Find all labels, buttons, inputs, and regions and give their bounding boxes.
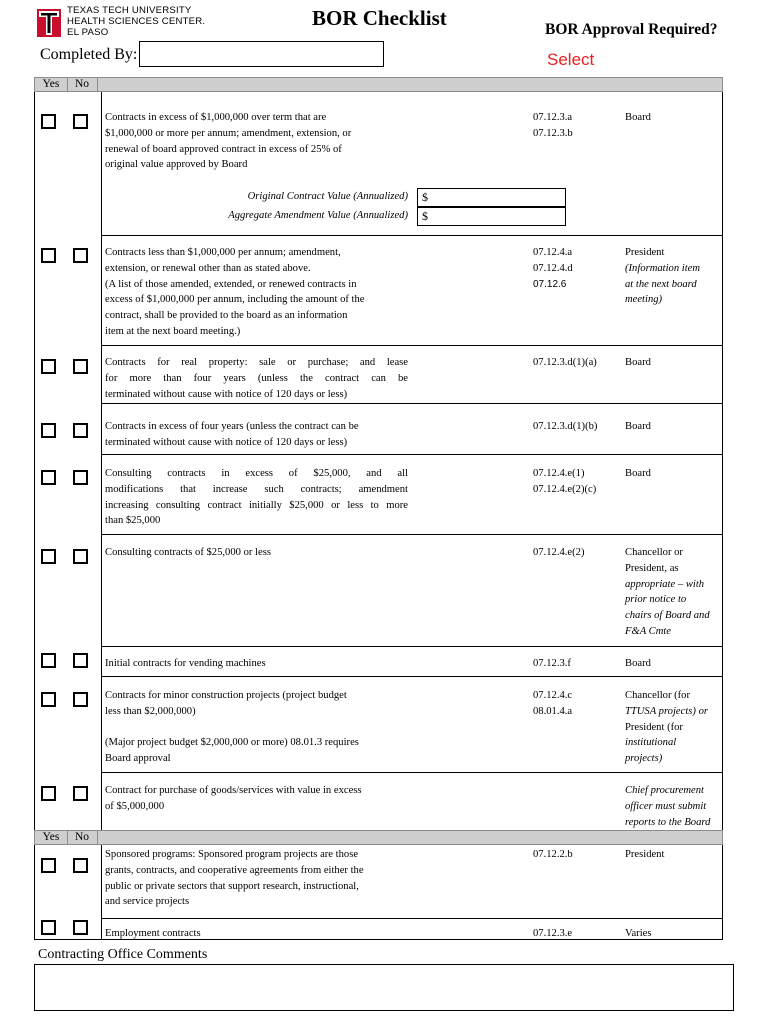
row-description: [105, 355, 408, 402]
contracting-office-comments-label: Contracting Office Comments: [38, 947, 208, 962]
description-line: than $25,000: [105, 515, 161, 527]
aggregate-amendment-value-input[interactable]: $: [417, 207, 566, 226]
description-line: Sponsored programs: Sponsored program projects are those: [105, 849, 359, 860]
yes-column-header: Yes: [35, 831, 68, 844]
completed-by-label: Completed By:: [40, 46, 138, 63]
university-line: TEXAS TECH UNIVERSITY: [67, 5, 192, 16]
row-divider: [101, 918, 723, 919]
approval-line: Chancellor (for: [625, 690, 691, 701]
contracting-office-comments-input[interactable]: [34, 964, 734, 1011]
approval-authority: [625, 656, 725, 672]
description-line: Board approval: [105, 753, 171, 765]
description-line: of $5,000,000: [105, 800, 165, 812]
approval-line: Board: [625, 468, 651, 479]
description-line: modifications that increase such contracts; amendment: [105, 483, 408, 495]
no-checkbox[interactable]: [73, 549, 88, 564]
row-divider: [101, 676, 723, 677]
approval-line: President, as: [625, 562, 679, 574]
approval-line: reports to the Board: [625, 816, 711, 828]
row-divider: [101, 646, 723, 647]
policy-reference: [533, 245, 573, 292]
approval-line: President (for: [625, 721, 683, 733]
description-line: grants, contracts, and cooperative agreements from either the: [105, 864, 364, 876]
description-line: [105, 720, 408, 736]
no-checkbox[interactable]: [73, 692, 88, 707]
description-line: terminated without cause with notice of 120 days or less): [105, 388, 348, 400]
policy-reference: [533, 355, 597, 371]
yes-checkbox[interactable]: [41, 692, 56, 707]
approval-line: (Information item: [625, 262, 701, 274]
approval-authority: [625, 245, 725, 308]
page-title: BOR Checklist: [312, 6, 447, 30]
no-checkbox[interactable]: [73, 786, 88, 801]
no-checkbox[interactable]: [73, 470, 88, 485]
approval-line: F&A Cmte: [625, 625, 672, 637]
no-checkbox[interactable]: [73, 858, 88, 873]
description-line: extension, or renewal other than as stated above.: [105, 262, 311, 274]
description-line: renewal of board approved contract in excess of 25% of: [105, 143, 342, 155]
description-line: Consulting contracts of $25,000 or less: [105, 547, 271, 558]
reference-line: 07.12.4.d: [533, 262, 573, 274]
no-checkbox[interactable]: [73, 423, 88, 438]
reference-line: 07.12.3.f: [533, 658, 571, 669]
row-description: [105, 783, 408, 815]
yes-checkbox[interactable]: [41, 858, 56, 873]
reference-line: 07.12.3.d(1)(b): [533, 421, 598, 432]
reference-line: 07.12.4.e(2)(c): [533, 483, 597, 495]
description-line: Employment contracts: [105, 928, 201, 939]
policy-reference: [533, 419, 597, 435]
description-line: item at the next board meeting.): [105, 325, 241, 337]
no-checkbox[interactable]: [73, 248, 88, 263]
reference-line: 07.12.3.b: [533, 127, 573, 139]
reference-line: 07.12.4.a: [533, 247, 573, 258]
no-column-header: No: [67, 831, 98, 844]
row-description: [105, 466, 408, 529]
approval-line-text: appropriate – with: [625, 578, 705, 590]
row-divider: [101, 235, 723, 236]
column-header-bar: [34, 77, 723, 92]
row-description: [105, 545, 408, 561]
approval-authority: [625, 110, 725, 126]
approval-authority: [625, 926, 725, 942]
approval-line: officer must submit: [625, 800, 707, 812]
yes-checkbox[interactable]: [41, 470, 56, 485]
policy-reference: [533, 656, 571, 672]
policy-reference: [533, 545, 584, 561]
approval-line: Board: [625, 112, 651, 123]
policy-reference: [533, 847, 573, 863]
approval-authority: [625, 545, 725, 640]
description-line: Contracts for real property: sale or purchase; and lease: [105, 357, 408, 368]
policy-reference: [533, 688, 572, 720]
no-column-header: No: [67, 78, 98, 91]
policy-reference: [533, 466, 596, 498]
approval-line: TTUSA projects) or: [625, 705, 708, 717]
approval-line: institutional: [625, 737, 677, 749]
row-divider: [101, 345, 723, 346]
yes-checkbox[interactable]: [41, 423, 56, 438]
row-description: [105, 926, 408, 942]
approval-authority: [625, 466, 725, 482]
approval-authority: [625, 355, 725, 371]
description-line: $1,000,000 or more per annum; amendment, extension, or: [105, 127, 352, 139]
bor-approval-select[interactable]: Select: [547, 50, 595, 69]
university-name: [67, 5, 205, 38]
reference-line: 07.12.3.e: [533, 928, 573, 939]
description-line: less than $2,000,000): [105, 705, 196, 717]
approval-line: prior notice to: [625, 594, 687, 606]
approval-line: Chancellor or: [625, 547, 683, 558]
approval-line: chairs of Board and: [625, 610, 710, 622]
yes-column-header: Yes: [35, 78, 68, 91]
row-description: [105, 688, 408, 767]
row-description: [105, 245, 408, 340]
policy-reference: [533, 110, 573, 142]
reference-line: 07.12.4.c: [533, 690, 573, 701]
no-checkbox[interactable]: [73, 114, 88, 129]
no-checkbox[interactable]: [73, 359, 88, 374]
table-column-divider: [101, 845, 102, 940]
reference-line: 07.12.2.b: [533, 849, 573, 860]
reference-line: 07.12.4.e(2): [533, 547, 585, 558]
university-line: EL PASO: [67, 27, 109, 38]
row-description: [105, 110, 408, 173]
approval-line: Board: [625, 421, 651, 432]
approval-line: Board: [625, 658, 651, 669]
description-line: (A list of those amended, extended, or renewed contracts in: [105, 278, 357, 290]
approval-line: meeting): [625, 294, 663, 306]
row-description: [105, 656, 408, 672]
no-checkbox[interactable]: [73, 920, 88, 935]
description-line: public or private sectors that support research, instructional,: [105, 880, 359, 892]
table-column-divider: [101, 92, 102, 830]
description-line: original value approved by Board: [105, 159, 248, 171]
description-line: Contracts in excess of four years (unless the contract can be: [105, 421, 359, 432]
row-description: [105, 419, 408, 451]
yes-checkbox[interactable]: [41, 359, 56, 374]
description-line: Initial contracts for vending machines: [105, 658, 266, 669]
yes-checkbox[interactable]: [41, 653, 56, 668]
bor-approval-label: BOR Approval Required?: [545, 21, 718, 38]
description-line: and service projects: [105, 896, 190, 908]
approval-line: Varies: [625, 928, 652, 939]
no-checkbox[interactable]: [73, 653, 88, 668]
approval-authority: [625, 847, 725, 863]
reference-line: 07.12.3.d(1)(a): [533, 357, 597, 368]
approval-authority: [625, 419, 725, 435]
yes-checkbox[interactable]: [41, 920, 56, 935]
description-line: contract, shall be provided to the board as an information: [105, 310, 348, 322]
approval-line: Chief procurement: [625, 785, 704, 796]
yes-checkbox[interactable]: [41, 114, 56, 129]
policy-reference: [533, 926, 572, 942]
row-divider: [101, 454, 723, 455]
yes-checkbox[interactable]: [41, 549, 56, 564]
description-line: Contract for purchase of goods/services with value in excess: [105, 785, 362, 796]
reference-line: 07.12.4.e(1): [533, 468, 585, 479]
university-line: HEALTH SCIENCES CENTER.: [67, 16, 206, 27]
description-line: Contracts in excess of $1,000,000 over term that are: [105, 112, 327, 123]
description-line: increasing consulting contract initially $25,000 or less to more: [105, 499, 408, 511]
description-line: terminated without cause with notice of 120 days or less): [105, 436, 348, 448]
description-line: Consulting contracts in excess of $25,000, and all: [105, 468, 408, 479]
row-divider: [101, 534, 723, 535]
yes-checkbox[interactable]: [41, 786, 56, 801]
table-border-left: [34, 92, 35, 830]
original-contract-value-input[interactable]: $: [417, 188, 566, 207]
approval-line: President: [625, 849, 665, 860]
approval-authority: [625, 783, 725, 830]
reference-line: 07.12.3.a: [533, 112, 573, 123]
approval-line: projects): [625, 753, 663, 765]
ttu-double-t-logo-icon: [37, 9, 61, 37]
completed-by-input[interactable]: [139, 41, 384, 67]
approval-authority: [625, 688, 725, 767]
approval-line: Board: [625, 357, 651, 368]
original-contract-value-label: Original Contract Value (Annualized): [247, 191, 408, 202]
description-line: Contracts less than $1,000,000 per annum; amendment,: [105, 247, 341, 258]
yes-checkbox[interactable]: [41, 248, 56, 263]
description-line: excess of $1,000,000 per annum, including the amount of the: [105, 294, 365, 306]
table-border-left: [34, 845, 35, 940]
reference-line: 08.01.4.a: [533, 705, 573, 717]
description-line: Contracts for minor construction projects (project budget: [105, 690, 347, 701]
approval-line: [625, 577, 725, 593]
approval-line: at the next board: [625, 278, 697, 290]
row-description: [105, 847, 408, 910]
reference-line: 07.12.6: [533, 278, 567, 290]
row-divider: [101, 403, 723, 404]
column-header-bar: [34, 830, 723, 845]
aggregate-amendment-value-label: Aggregate Amendment Value (Annualized): [228, 210, 408, 221]
approval-line: President: [625, 247, 665, 258]
description-line: for more than four years (unless the contract can be: [105, 372, 408, 384]
description-line: (Major project budget $2,000,000 or more) 08.01.3 requires: [105, 737, 359, 749]
row-divider: [101, 772, 723, 773]
